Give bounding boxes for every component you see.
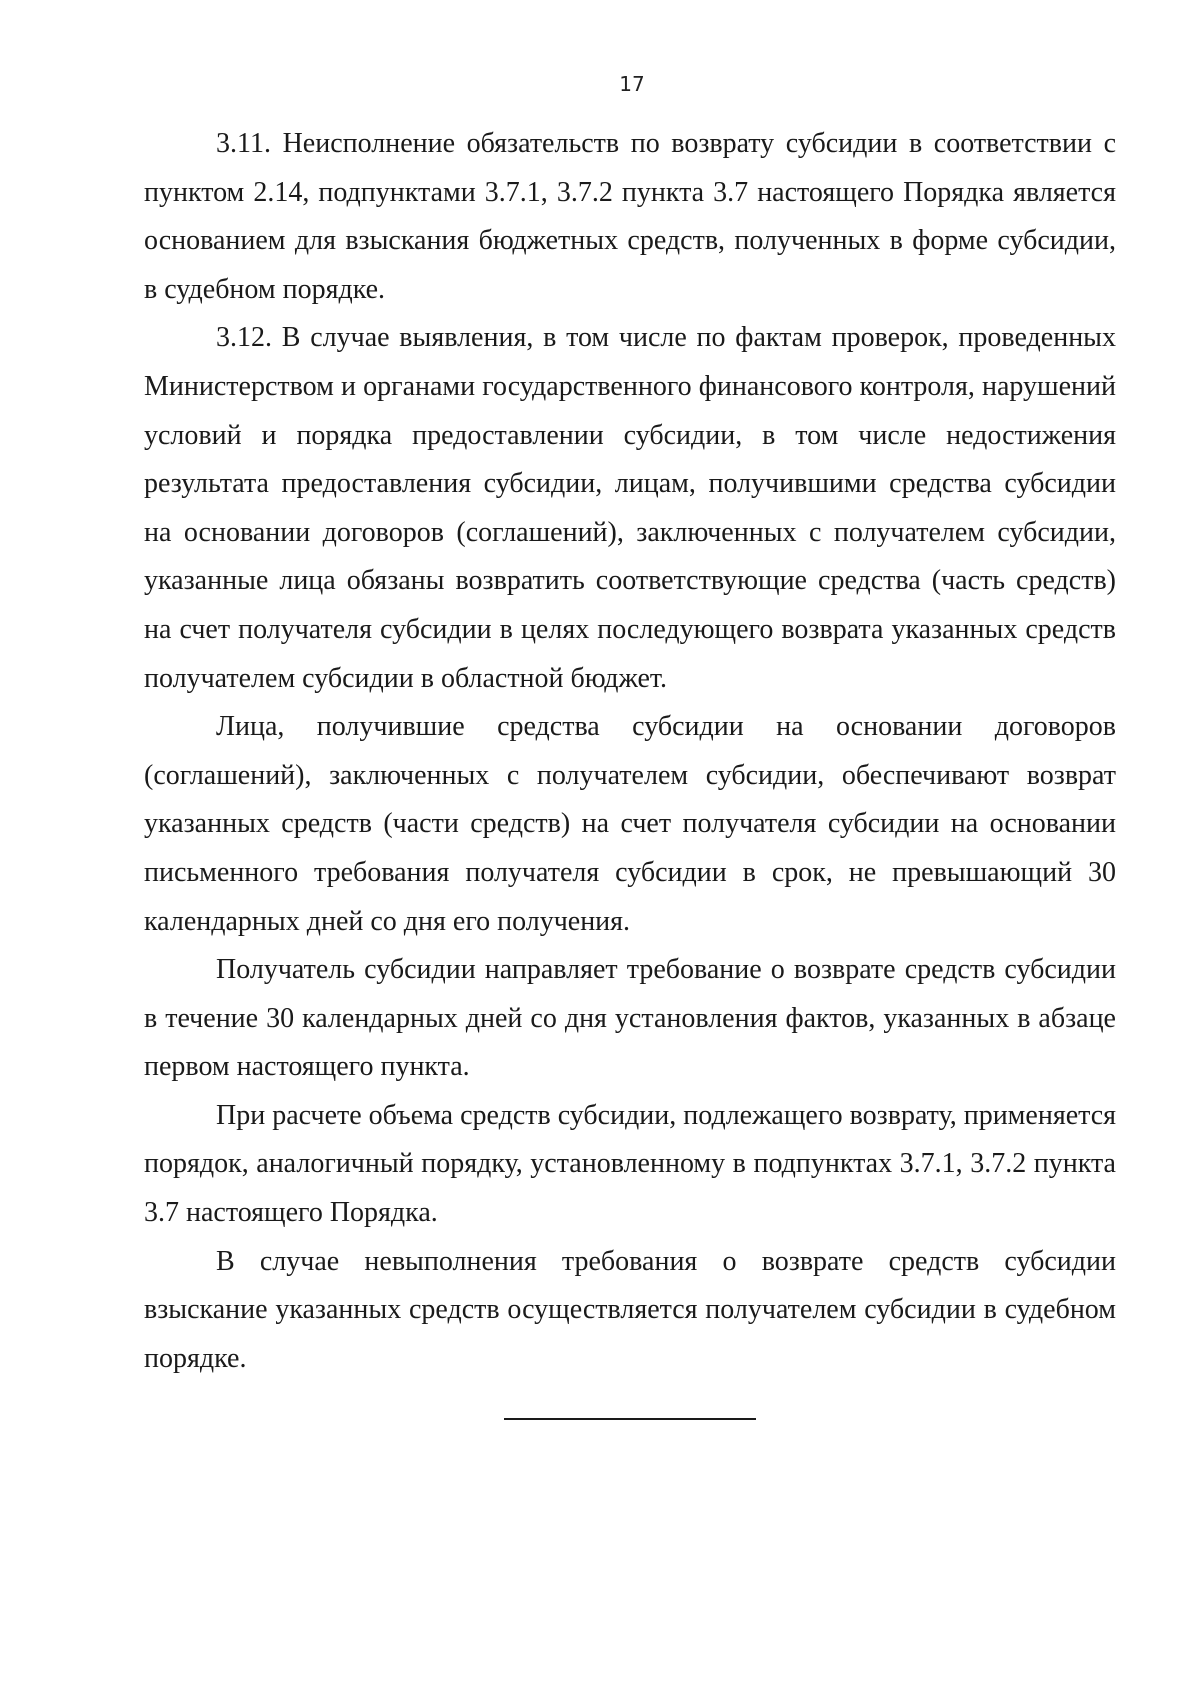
- paragraph-3-11: 3.11. Неисполнение обязательств по возврату субсидии в соответствии с пунктом 2.14, подпунктами 3.7.1, 3.7.2 пункта 3.7 настоящего Порядка является основанием для взыскания бюджетных средств, полученных в форме субсидии, в судебном порядке.: [144, 128, 1116, 305]
- document-body: [144, 120, 1116, 1383]
- paragraph-return-obligation: Лица, получившие средства субсидии на основании договоров (соглашений), заключенных с получателем субсидии, обеспечивают возврат указанных средств (части средств) на счет получателя субсидии на основании письменного требования получателя субсидии в срок, не превышающий 30 календарных дней со дня его получения.: [144, 711, 1116, 937]
- paragraph-requirement-deadline: Получатель субсидии направляет требование о возврате средств субсидии в течение 30 календарных дней со дня установления фактов, указанных в абзаце первом настоящего пункта.: [144, 954, 1116, 1083]
- paragraph-calculation-order: При расчете объема средств субсидии, подлежащего возврату, применяется порядок, аналогичный порядку, установленному в подпунктах 3.7.1, 3.7.2 пункта 3.7 настоящего Порядка.: [144, 1099, 1117, 1229]
- page-number: 17: [619, 72, 645, 96]
- end-of-document-rule: [504, 1418, 756, 1420]
- paragraph-court-recovery: В случае невыполнения требования о возврате средств субсидии взыскание указанных средств осуществляется получателем субсидии в судебном порядке.: [144, 1245, 1116, 1374]
- paragraph-3-12: 3.12. В случае выявления, в том числе по фактам проверок, проведенных Министерством и органами государственного финансового контроля, нарушений условий и порядка предоставлении субсидии, в том числе недостижения результата предоставления субсидии, лицам, получившими средства субсидии на основании договоров (соглашений), заключенных с получателем субсидии, указанные лица обязаны возвратить соответствующие средства (часть средств) на счет получателя субсидии в целях последующего возврата указанных средств получателем субсидии в областной бюджет.: [144, 322, 1116, 694]
